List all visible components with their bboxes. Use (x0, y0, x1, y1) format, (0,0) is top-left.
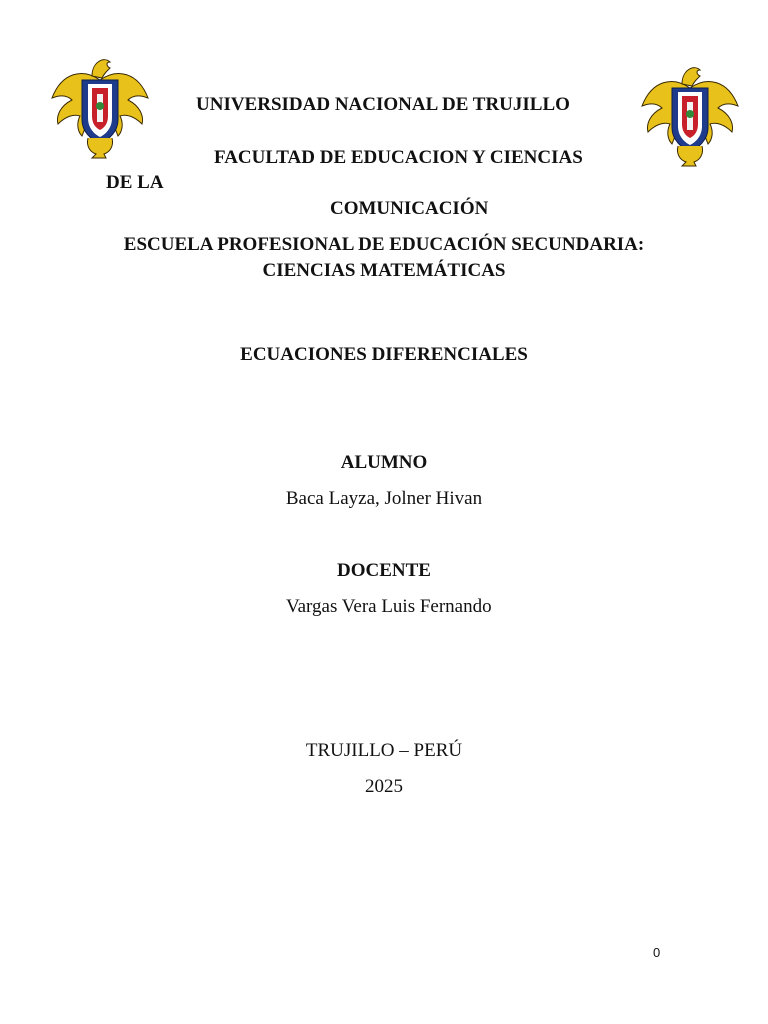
place-text: TRUJILLO – PERÚ (305, 740, 463, 761)
student-name: Baca Layza, Jolner Hivan (285, 488, 483, 509)
school-title-line1: ESCUELA PROFESIONAL DE EDUCACIÓN SECUNDARIA: (123, 234, 645, 255)
year-text: 2025 (365, 776, 403, 797)
faculty-title-line2: DE LA (106, 172, 164, 193)
teacher-name: Vargas Vera Luis Fernando (286, 596, 492, 617)
page-number: 0 (653, 945, 661, 960)
faculty-title-line3: COMUNICACIÓN (330, 198, 489, 219)
university-title: UNIVERSIDAD NACIONAL DE TRUJILLO (196, 94, 570, 115)
university-crest-icon (638, 58, 742, 170)
student-heading: ALUMNO (340, 452, 428, 473)
university-crest-icon (48, 50, 152, 162)
course-title: ECUACIONES DIFERENCIALES (240, 344, 528, 365)
teacher-heading: DOCENTE (337, 560, 431, 581)
school-title-line2: CIENCIAS MATEMÁTICAS (262, 260, 506, 281)
faculty-title-line1: FACULTAD DE EDUCACION Y CIENCIAS (214, 147, 583, 168)
